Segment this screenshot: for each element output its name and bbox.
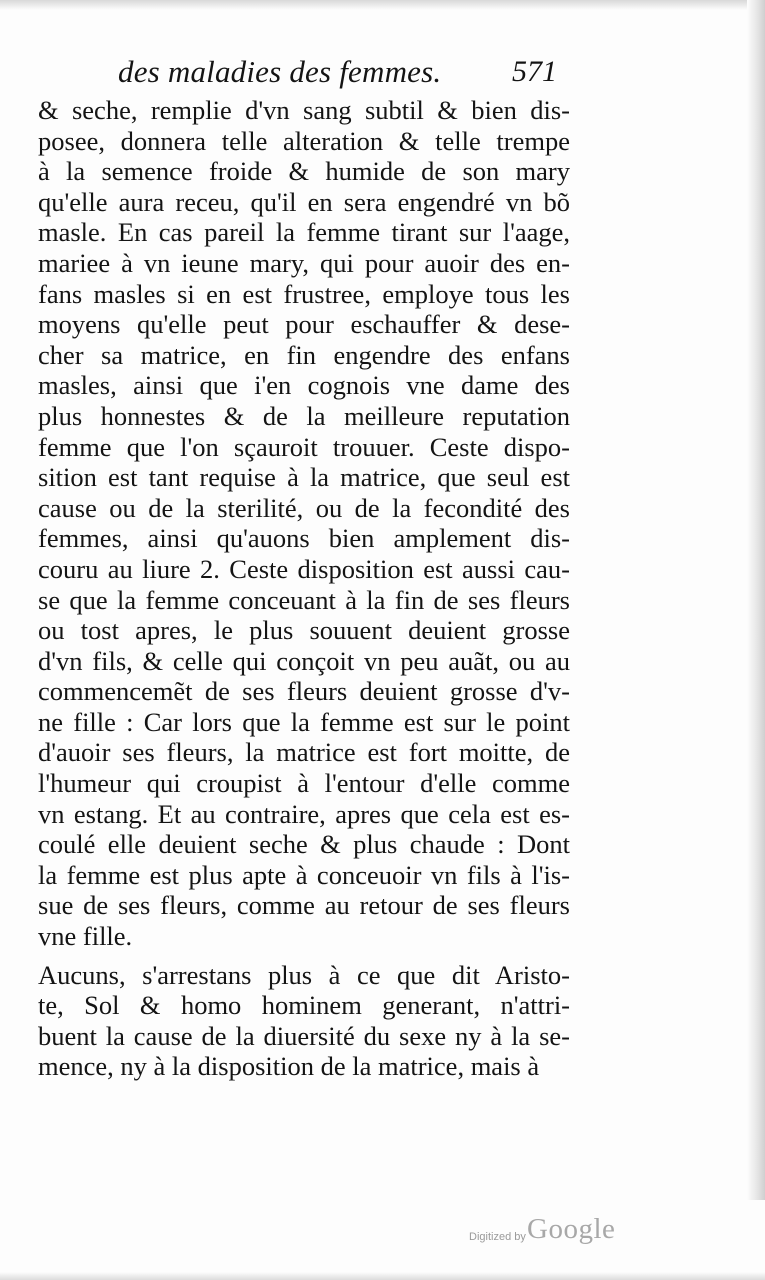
- paragraph: [38, 960, 570, 1082]
- text-line: la femme est plus apte à conceuoir vn fils à l'is-: [38, 859, 570, 890]
- text-line: qu'elle aura receu, qu'il en sera engendré vn bõ: [38, 186, 570, 217]
- text-line: & seche, remplie d'vn sang subtil & bien dis-: [38, 95, 570, 125]
- page-bottom-edge: [0, 1272, 765, 1280]
- text-line: vne fille.: [38, 921, 133, 952]
- text-line: cause ou de la sterilité, ou de la fecondité des: [38, 492, 570, 523]
- text-line: masles, ainsi que i'en cognois vne dame des: [38, 370, 570, 401]
- text-line: à la semence froide & humide de son mary: [38, 156, 570, 187]
- text-line: couru au liure 2. Ceste disposition est aussi cau-: [38, 553, 570, 584]
- paragraph-gap: [38, 952, 570, 960]
- digitized-by-label: Digitized by: [469, 1231, 526, 1243]
- google-logo: Google: [527, 1213, 616, 1245]
- text-line: plus honnestes & de la meilleure reputation: [38, 400, 570, 431]
- text-line: femme que l'on sçauroit trouuer. Ceste dispo-: [38, 431, 570, 462]
- text-line: se que la femme conceuant à la fin de ses fleurs: [38, 584, 570, 615]
- body-text: [38, 95, 570, 1082]
- text-line: l'humeur qui croupist à l'entour d'elle comme: [38, 768, 570, 799]
- text-line: commencemẽt de ses fleurs deuient grosse d'v-: [38, 676, 570, 707]
- paragraph: [38, 95, 570, 952]
- page-gutter-edge: [747, 0, 765, 1200]
- text-line: cher sa matrice, en fin engendre des enfans: [38, 339, 570, 370]
- text-line: fans masles si en est frustree, employe tous les: [38, 278, 570, 309]
- text-line: ne fille : Car lors que la femme est sur le point: [38, 706, 570, 737]
- text-line: buent la cause de la diuersité du sexe ny à la se-: [38, 1020, 570, 1051]
- page-number: 571: [512, 55, 557, 88]
- running-title: des maladies des femmes.: [118, 54, 442, 89]
- text-line: sue de ses fleurs, comme au retour de ses fleurs: [38, 890, 570, 921]
- text-line: d'vn fils, & celle qui conçoit vn peu auãt, ou au: [38, 645, 570, 676]
- digitized-watermark: [469, 1213, 649, 1253]
- text-line: sition est tant requise à la matrice, que seul est: [38, 462, 570, 493]
- text-line: Aucuns, s'arrestans plus à ce que dit Aristo-: [38, 959, 570, 990]
- text-line: ou tost apres, le plus souuent deuient grosse: [38, 615, 570, 646]
- page-header: [118, 50, 588, 94]
- text-line: d'auoir ses fleurs, la matrice est fort moitte, de: [38, 737, 570, 768]
- text-line: vn estang. Et au contraire, apres que cela est es-: [38, 798, 570, 829]
- text-line: moyens qu'elle peut pour eschauffer & dese-: [38, 309, 570, 340]
- text-line: masle. En cas pareil la femme tirant sur l'aage,: [38, 217, 570, 248]
- text-line: te, Sol & homo hominem generant, n'attri-: [38, 990, 570, 1021]
- text-line: femmes, ainsi qu'auons bien amplement dis-: [38, 523, 570, 554]
- text-line: mariee à vn ieune mary, qui pour auoir des en-: [38, 247, 570, 278]
- text-line: coulé elle deuient seche & plus chaude : Dont: [38, 829, 570, 860]
- page-top-edge: [0, 0, 765, 10]
- text-line: mence, ny à la disposition de la matrice, mais à: [38, 1051, 540, 1082]
- text-line: posee, donnera telle alteration & telle trempe: [38, 125, 570, 156]
